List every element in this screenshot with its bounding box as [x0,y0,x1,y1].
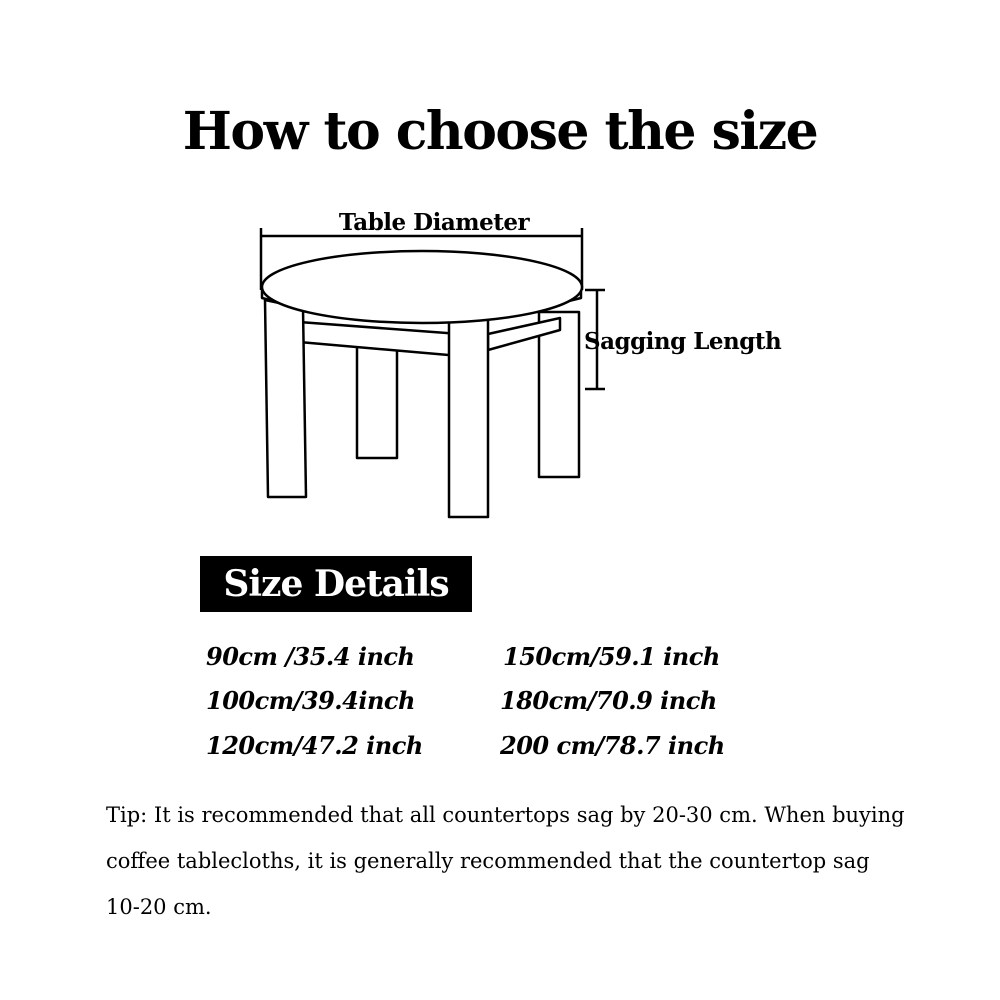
page-title: How to choose the size [182,101,818,162]
size-option: 90cm /35.4 inch [206,642,415,671]
table-leg-front-center [449,318,488,517]
table-leg-back-left [357,336,397,458]
diameter-label: Table Diameter [338,209,530,236]
sagging-label: Sagging Length [584,328,782,355]
size-details-heading: Size Details [200,556,472,612]
table-top [262,251,582,323]
size-option: 180cm/70.9 inch [500,686,717,715]
size-option: 200 cm/78.7 inch [500,731,725,760]
table-leg-back-right [539,312,579,477]
tip-text: Tip: It is recommended that all countertops sag by 20-30 cm. When buying coffee tablecloths, it is generally recommended that the countertop sag 10-20 cm. [106,803,905,919]
size-option: 150cm/59.1 inch [503,642,720,671]
size-option: 100cm/39.4inch [206,686,415,715]
table-illustration [262,251,582,517]
size-option: 120cm/47.2 inch [206,731,423,760]
table-leg-front-left [265,300,306,497]
